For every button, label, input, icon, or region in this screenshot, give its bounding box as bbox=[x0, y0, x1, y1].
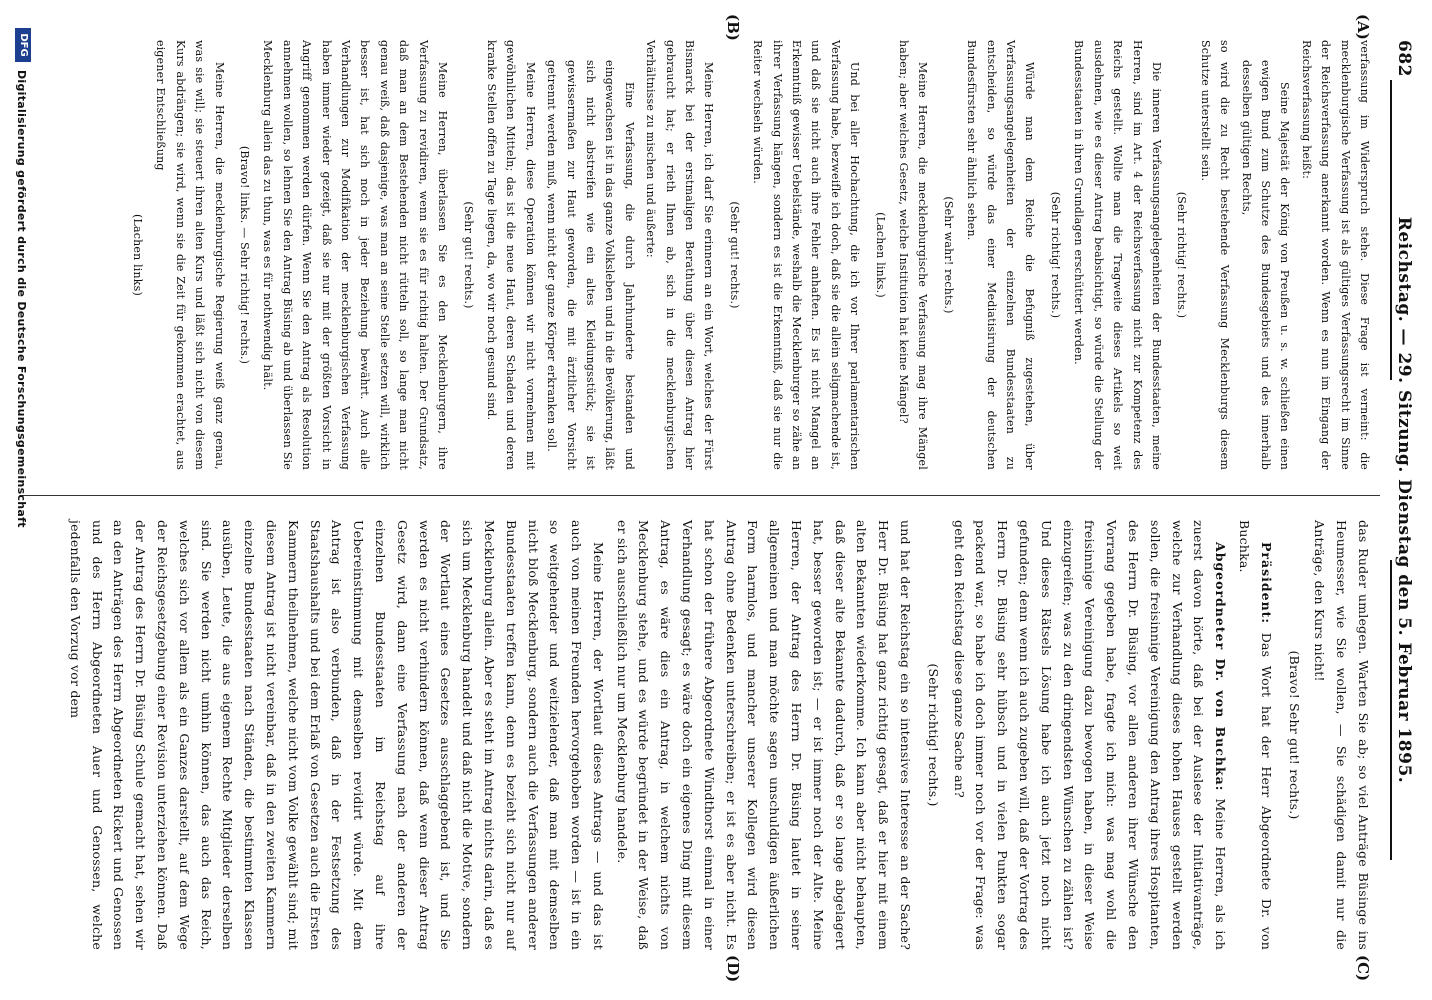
column-divider bbox=[20, 495, 1380, 496]
dfg-logo: DFG bbox=[15, 28, 31, 62]
paragraph: das Ruder umlegen. Warten Sie ab; so viel Anträge Büsinge ins Heumesser, wie Sie wollen, — Sie schädigen damit nur die Anträge, den Kurs nicht! bbox=[1312, 520, 1371, 950]
quotation: Seine Majestät der König von Preußen u. s. w. schließen einen ewigen Bund zum Schutze des Bundesgebiets und des innerhalb desselben gültigen Rechts, bbox=[1239, 60, 1292, 470]
interjection: (Bravo! Sehr gut! rechts.) bbox=[1286, 650, 1302, 820]
margin-mark-a: (A) bbox=[1354, 14, 1372, 40]
quotation: Eine Verfassung, die durch Jahrhunderte bestanden und eingewachsen ist in das ganze Volksleben und in die Bevölkerung, läßt sich nicht abstreifen wie ein altes Kleidungsstück; sie ist gewissermaßen zur Haut geworden, die mit ärztlicher Vorsicht getrennt werden muß, wenn nicht der ganze Körper erkranken soll. bbox=[545, 60, 636, 470]
page-number: 682 bbox=[1394, 40, 1414, 77]
margin-mark-b: (B) bbox=[724, 14, 742, 41]
paragraph: und hat der Reichstag ein so intensives Interesse an der Sache? Herr Dr. Büsing hat ganz richtig gesagt, daß er hier mit einem alten Bekannten wiederkomme. Ich kann aber nicht behaupten, daß dieser alte Bekannte dadurch, daß er so lange abgelagert hat, besser geworden ist; — er ist immer noch der Alte. Meine Herren, der Antrag des Herrn Dr. Büsing lautet in seiner allgemeinen und man möchte sagen unschuldigen äußerlichen Form harmlos, und mancher unserer Kollegen wird diesen Antrag ohne Bedenken unterschreiben; er ist es aber nicht. Es hat schon der frühere Abgeordnete Windthorst einmal in einer Verhandlung gesagt; es wäre doch ein eigenes Ding mit diesem Antrag, es wäre dies ein Antrag, in welchem nichts von Mecklenburg stehe, und es würde begründet in der Weise, daß er sich ausschließlich nur um Mecklenburg handele. bbox=[614, 520, 914, 950]
speech-text: Meine Herren, als ich zuerst davon hörte, daß bei der Auslese der Initiativanträge, welche zur Verhandlung dieses hohen Hauses gestellt werden sollen, die freisinnige Vereinigung den Antrag ihres Hospitanten, des Herrn Dr. Büsing, vor allen anderen ihrer Wünsche den Vorrang gegeben habe, fragte ich mich: was mag wohl die freisinnige Vereinigung dazu bewogen haben, in dieser Weise einzugreifen; was zu den dringendsten Wünschen zu zählen ist? Und dieses Rätsels Lösung habe ich auch jetzt noch nicht gefunden; denn wenn ich auch zugeben will, daß der Vortrag des Herrn Dr. Büsing sehr hübsch und in vielen Punkten sogar packend war, so habe ich doch immer noch vor der Frage: was geht den Reichstag diese ganze Sache an? bbox=[951, 520, 1229, 950]
interjection: (Sehr richtig! rechts.) bbox=[1175, 191, 1189, 319]
speaker-name: Abgeordneter Dr. von Buchka: bbox=[1213, 542, 1229, 792]
interjection: (Sehr wahr! rechts.) bbox=[941, 196, 955, 314]
paragraph: Meine Herren, überlassen Sie es den Mecklenburgern, ihre Verfassung zu revidiren, wenn sie es für richtig halten. Der Grundsatz, daß man an dem Bestehenden nicht rütteln soll, so lange man nicht genau weiß, daß dasjenige, was man an seine Stelle setzen will, wirklich besser ist, hat sich noch in jeder Beziehung bewährt. Auch alle Verhandlungen zur Modifikation der mecklenburgischen Verfassung haben immer wieder gezeigt, daß sie nur mit der größten Vorsicht in Angriff genommen werden dürfen. Wenn Sie den Antrag als Resolution annehmen wollen, so lehnen Sie den Antrag Büsing ab und überlassen Sie Mecklenburg allein das zu thun, was es für nothwendig hält. bbox=[261, 40, 450, 470]
margin-mark-c: (C) bbox=[1354, 955, 1372, 982]
margin-mark-d: (D) bbox=[724, 955, 742, 983]
paragraph: Und bei aller Hochachtung, die ich vor Ihrer parlamentarischen Verfassung habe, bezweifle ich doch, daß sie die allein seligmachende ist, und daß sie nicht auch ihre Fehler anhaften. Es ist nicht Mangel an Erkenntniß gewisser Uebelstände, weshalb die Mecklenburger so zähe an ihrer Verfassung hängen, sondern es ist die Erkenntniß, daß sie nur die Reiter wechseln würden. bbox=[751, 40, 862, 470]
header-rule-left bbox=[1390, 80, 1392, 380]
interjection: (Sehr richtig! rechts.) bbox=[925, 663, 941, 807]
running-head: Reichstag. — 29. Sitzung. Dienstag den 5. Februar 1895. bbox=[1394, 216, 1414, 784]
left-column bbox=[122, 40, 1374, 470]
interjection: (Lachen links) bbox=[131, 213, 145, 296]
speaker-name: Präsident: bbox=[1258, 542, 1274, 625]
paragraph: Meine Herren, die mecklenburgische Verfassung mag ihre Mängel haben; aber welches Gesetz, welche Institution hat keine Mängel? bbox=[897, 40, 930, 470]
interjection: (Bravo! links. — Sehr richtig! rechts.) bbox=[238, 145, 252, 365]
paragraph: Meine Herren, ich darf Sie erinnern an ein Wort, welches der Fürst Bismarck bei der erstmaligen Berathung über diesen Antrag hier gebraucht hat; er rieth Ihnen ab, sich in die mecklenburgischen Verhältnisse zu mischen und äußerte: bbox=[644, 40, 716, 470]
digitization-notice: Digitalisierung gefördert durch die Deutsche Forschungsgemeinschaft bbox=[15, 70, 28, 528]
speech-text: Das Wort hat der Herr Abgeordnete Dr. von Buchka. bbox=[1237, 520, 1274, 950]
speaker-paragraph bbox=[1233, 520, 1277, 950]
interjection: (Sehr gut! rechts.) bbox=[727, 201, 741, 309]
paragraph: Meine Herren, diese Operation können wir nicht vornehmen mit gewöhnlichen Mitteln; das ist die neue Haut, deren Schaden und deren kranke Stellen offen zu Tage liegen, da, wo wir noch gesund sind. bbox=[484, 40, 537, 470]
interjection: (Lachen links.) bbox=[873, 212, 887, 298]
paragraph: verfassung im Widerspruch stehe. Diese Frage ist verneint: die mecklenburgische Verfassung ist als gültiges Verfassungsrecht im Sinne der Reichsverfassung anerkannt worden. Wenn es nun im Eingang der Reichsverfassung heißt: bbox=[1299, 40, 1371, 470]
header-rule-right bbox=[1390, 560, 1392, 860]
page-header bbox=[1384, 40, 1418, 960]
paragraph: so wird die zu Recht bestehende Verfassung Mecklenburgs diesem Schutze unterstellt sein. bbox=[1198, 40, 1232, 470]
interjection: (Sehr richtig! rechts.) bbox=[1048, 191, 1062, 319]
interjection: (Sehr gut! rechts.) bbox=[461, 201, 475, 309]
speaker-paragraph bbox=[948, 520, 1231, 950]
right-column bbox=[62, 520, 1374, 950]
paragraph: Meine Herren, der Wortlaut dieses Antrags — und das ist auch von meinen Freunden hervorgehoben worden — ist in ein so weitgehender und weitzielender, daß man mit demselben nicht bloß Mecklenburg, sondern auch die Verfassungen anderer Bundesstaaten treffen kann, denn es bezieht sich nicht nur auf Mecklenburg allein. Aber es steht im Antrag nichts darin, daß es sich um Mecklenburg handelt und daß nicht die Motive, sondern der Wortlaut eines Gesetzes ausschlaggebend ist, und Sie werden es nicht verhindern können, daß wenn dieser Antrag Gesetz wird, dann eine Verfassung nach der anderen der einzelnen Bundesstaaten im Reichstag auf ihre Uebereinstimmung mit demselben revidirt würde. Mit dem Antrag ist also verbunden, daß in der Festsetzung des Staatshaushalts und bei dem Erlaß von Gesetzen auch die Ersten Kammern theilnehmen, welche nicht vom Volke gewählt sind; mit diesem Antrag ist nicht vereinbar, daß in den zweiten Kammern einzelne Bundesstaaten nach Ständen, die bestimmten Klassen ausüben, Leute, die aus eigenem Rechte Mitglieder derselben sind. Sie werden nicht umhin können, das auch das Reich, welches sich vor allem als ein Ganzes darstellt, auf dem Wege der Reichsgesetzgebung einer Revision unterziehen können. Daß der Antrag des Herrn Dr. Büsing Schule gemacht hat, sehen wir an den Anträgen des Herrn Abgeordneten Rickert und Genossen und des Herrn Abgeordneten Auer und Genossen, welche jedenfalls den Vorzug vor dem bbox=[67, 520, 606, 950]
paragraph: Würde man dem Reiche die Befugniß zugestehen, über Verfassungsangelegenheiten der einzelnen Bundesstaaten zu entscheiden, so würde das einer Mediatisirung der deutschen Bundesfürsten sehr ähnlich sehen. bbox=[965, 40, 1037, 470]
paragraph: Die inneren Verfassungsangelegenheiten der Bundesstaaten, meine Herren, sind im Art. 4 der Reichsverfassung nicht zur Kompetenz des Reichs gestellt. Wollte man die Tragweite dieses Artikels so weit ausdehnen, wie es dieser Antrag beabsichtigt, so würde die Stellung der Bundesstaaten in ihren Grundlagen erschüttert werden. bbox=[1072, 40, 1163, 470]
paragraph: Meine Herren, die mecklenburgische Regierung weiß ganz genau, was sie will; sie steuert ihren alten Kurs und läßt sich nicht von diesem Kurs abdrängen; sie wird, wenn sie die Zeit für gekommen erachtet, aus eigener Entschließung bbox=[154, 40, 226, 470]
